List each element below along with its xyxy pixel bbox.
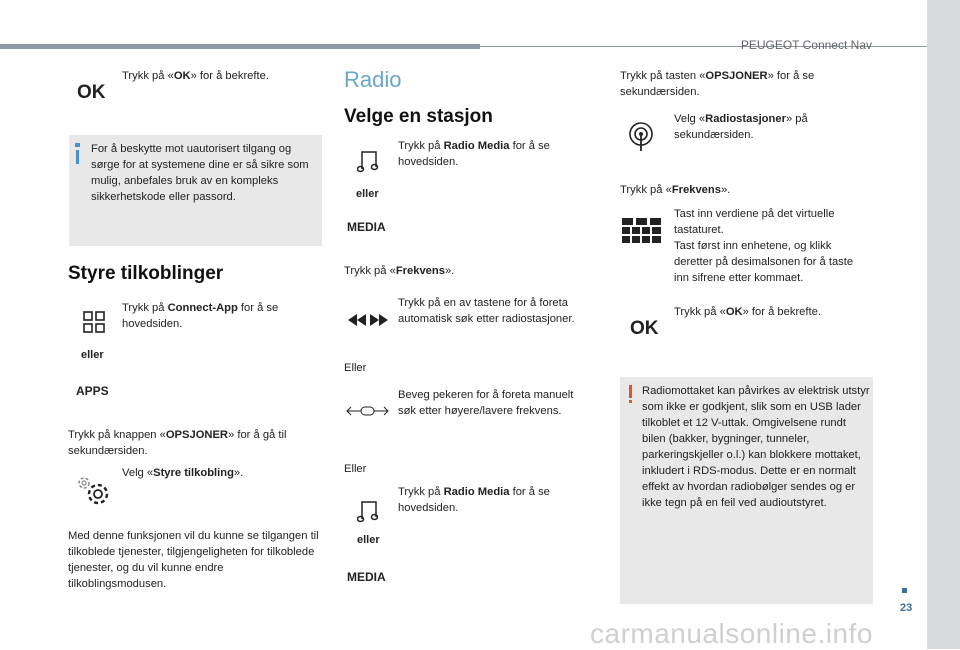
stations-instruction: Velg «Radiostasjoner» på sekundærsiden. bbox=[674, 113, 808, 141]
keypad-instruction: Tast inn verdiene på det virtuelle tastaturet. Tast først inn enhetene, og klikk deretter på desimalsonen for å taste inn sifrene etter kommaet. bbox=[674, 208, 854, 284]
radio-media-instruction: Trykk på Radio Media for å se hovedsiden. bbox=[398, 140, 550, 168]
options-instruction: Trykk på knappen «OPSJONER» for å gå til sekundærsiden. bbox=[68, 429, 287, 457]
section-heading-station: Velge en stasjon bbox=[344, 106, 493, 127]
info-note-text: For å beskytte mot uautorisert tilgang og sørge for at systemene dine er så sikre som mulig, anbefales bruk av en kompleks sikkerhetskode eller passord. bbox=[91, 143, 309, 203]
or-label: eller bbox=[356, 188, 379, 200]
watermark: carmanualsonline.info bbox=[590, 618, 873, 649]
radio-antenna-icon bbox=[628, 122, 654, 152]
seek-instruction: Trykk på en av tastene for å foreta automatisk søk etter radiostasjoner. bbox=[398, 297, 575, 325]
connect-app-icon bbox=[83, 311, 105, 333]
connect-app-instruction: Trykk på Connect-App for å se hovedsiden. bbox=[122, 302, 279, 330]
end-marker bbox=[902, 588, 907, 593]
media-label: MEDIA bbox=[347, 220, 386, 234]
info-note bbox=[69, 135, 322, 246]
gear-icon bbox=[73, 472, 113, 508]
keypad-icon bbox=[622, 218, 662, 244]
or-text: Eller bbox=[344, 463, 367, 475]
music-note-icon bbox=[357, 499, 379, 523]
media-label: MEDIA bbox=[347, 570, 386, 584]
or-label: eller bbox=[357, 534, 380, 546]
header-bar bbox=[0, 44, 480, 49]
options-key-instruction: Trykk på tasten «OPSJONER» for å se sekundærsiden. bbox=[620, 70, 815, 98]
page-number: 23 bbox=[900, 602, 913, 614]
music-note-icon bbox=[357, 149, 379, 173]
or-label: eller bbox=[81, 349, 104, 361]
warning-icon-dot bbox=[629, 400, 632, 403]
frequency-instruction: Trykk på «Frekvens». bbox=[344, 265, 455, 277]
ok-instruction-2: Trykk på «OK» for å bekrefte. bbox=[674, 306, 821, 318]
section-heading-connections: Styre tilkoblinger bbox=[68, 263, 224, 284]
info-icon-stem bbox=[76, 150, 79, 164]
manual-seek-instruction: Beveg pekeren for å foreta manuelt søk etter høyere/lavere frekvens. bbox=[398, 389, 574, 417]
manage-connection-instruction: Velg «Styre tilkobling». bbox=[122, 467, 244, 479]
warning-note bbox=[620, 377, 873, 604]
header-title: PEUGEOT Connect Nav bbox=[740, 38, 872, 52]
connections-description: Med denne funksjonen vil du kunne se tilgangen til tilkoblede tjenester, tilgjengeligheten for tilkoblede tjenester, og du vil kunne endre tilkoblingsmodusen. bbox=[68, 530, 319, 590]
radio-media-instruction-2: Trykk på Radio Media for å se hovedsiden. bbox=[398, 486, 550, 514]
or-text: Eller bbox=[344, 362, 367, 374]
warning-icon bbox=[629, 385, 632, 398]
ok-icon: OK bbox=[630, 318, 659, 339]
page-sidebar bbox=[927, 0, 960, 649]
info-icon bbox=[75, 143, 80, 147]
ok-instruction: Trykk på «OK» for å bekrefte. bbox=[122, 70, 269, 82]
ok-icon: OK bbox=[77, 82, 106, 103]
seek-arrows-icon bbox=[347, 312, 389, 328]
frequency-instruction-2: Trykk på «Frekvens». bbox=[620, 184, 731, 196]
page-title-radio: Radio bbox=[344, 67, 402, 92]
apps-label: APPS bbox=[76, 384, 109, 398]
warning-note-text: Radiomottaket kan påvirkes av elektrisk utstyr som ikke er godkjent, slik som en USB lader tilkoblet et 12 V-uttak. Omgivelsene rundt bilen (bakker, bygninger, tunneler, parkeringskjeller o.l.) kan blokkere mottaket, inkludert i RDS-modus. Dette er en normalt effekt av hvordan radiobølger sendes og er ikke tegn på en feil ved audioutstyret. bbox=[642, 385, 870, 509]
frequency-slider-icon bbox=[345, 404, 390, 418]
